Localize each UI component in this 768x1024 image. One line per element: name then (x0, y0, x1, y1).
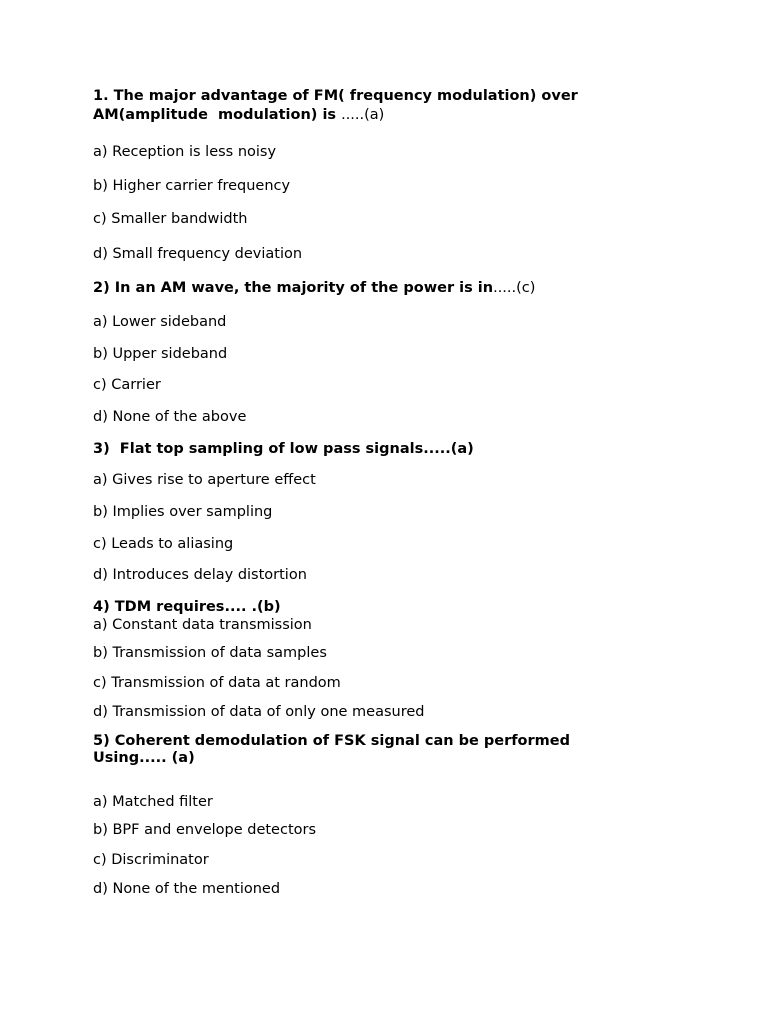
question-4-option-b: b) Transmission of data samples (93, 645, 327, 661)
question-2-option-b: b) Upper sideband (93, 346, 228, 362)
question-5-option-c: c) Discriminator (93, 852, 209, 868)
question-5-option-a: a) Matched filter (93, 794, 213, 810)
question-2-option-c: c) Carrier (93, 377, 161, 393)
question-3-option-a: a) Gives rise to aperture effect (93, 472, 316, 488)
question-1-line-2: AM(amplitude modulation) is .....(a) (93, 107, 385, 123)
question-5-line-2: Using..... (a) (93, 750, 195, 766)
question-3-option-b: b) Implies over sampling (93, 504, 273, 520)
question-4-option-d: d) Transmission of data of only one measured (93, 704, 425, 720)
question-1-option-b: b) Higher carrier frequency (93, 178, 291, 194)
question-3-line-1: 3) Flat top sampling of low pass signals.....(a) (93, 441, 474, 457)
question-1-line-1: 1. The major advantage of FM( frequency modulation) over (93, 88, 578, 104)
question-1-option-a: a) Reception is less noisy (93, 144, 277, 160)
question-4-line-1: 4) TDM requires.... .(b) (93, 599, 281, 615)
question-4-option-a: a) Constant data transmission (93, 617, 312, 633)
question-1-option-c: c) Smaller bandwidth (93, 211, 248, 227)
question-3-option-c: c) Leads to aliasing (93, 536, 234, 552)
question-3-option-d: d) Introduces delay distortion (93, 567, 307, 583)
question-5-option-b: b) BPF and envelope detectors (93, 822, 317, 838)
question-2-line-1: 2) In an AM wave, the majority of the power is in.....(c) (93, 280, 536, 296)
question-5-line-1: 5) Coherent demodulation of FSK signal can be performed (93, 733, 570, 749)
question-2-option-a: a) Lower sideband (93, 314, 227, 330)
question-5-option-d: d) None of the mentioned (93, 881, 281, 897)
question-2-option-d: d) None of the above (93, 409, 247, 425)
question-1-option-d: d) Small frequency deviation (93, 246, 303, 262)
question-4-option-c: c) Transmission of data at random (93, 675, 341, 691)
